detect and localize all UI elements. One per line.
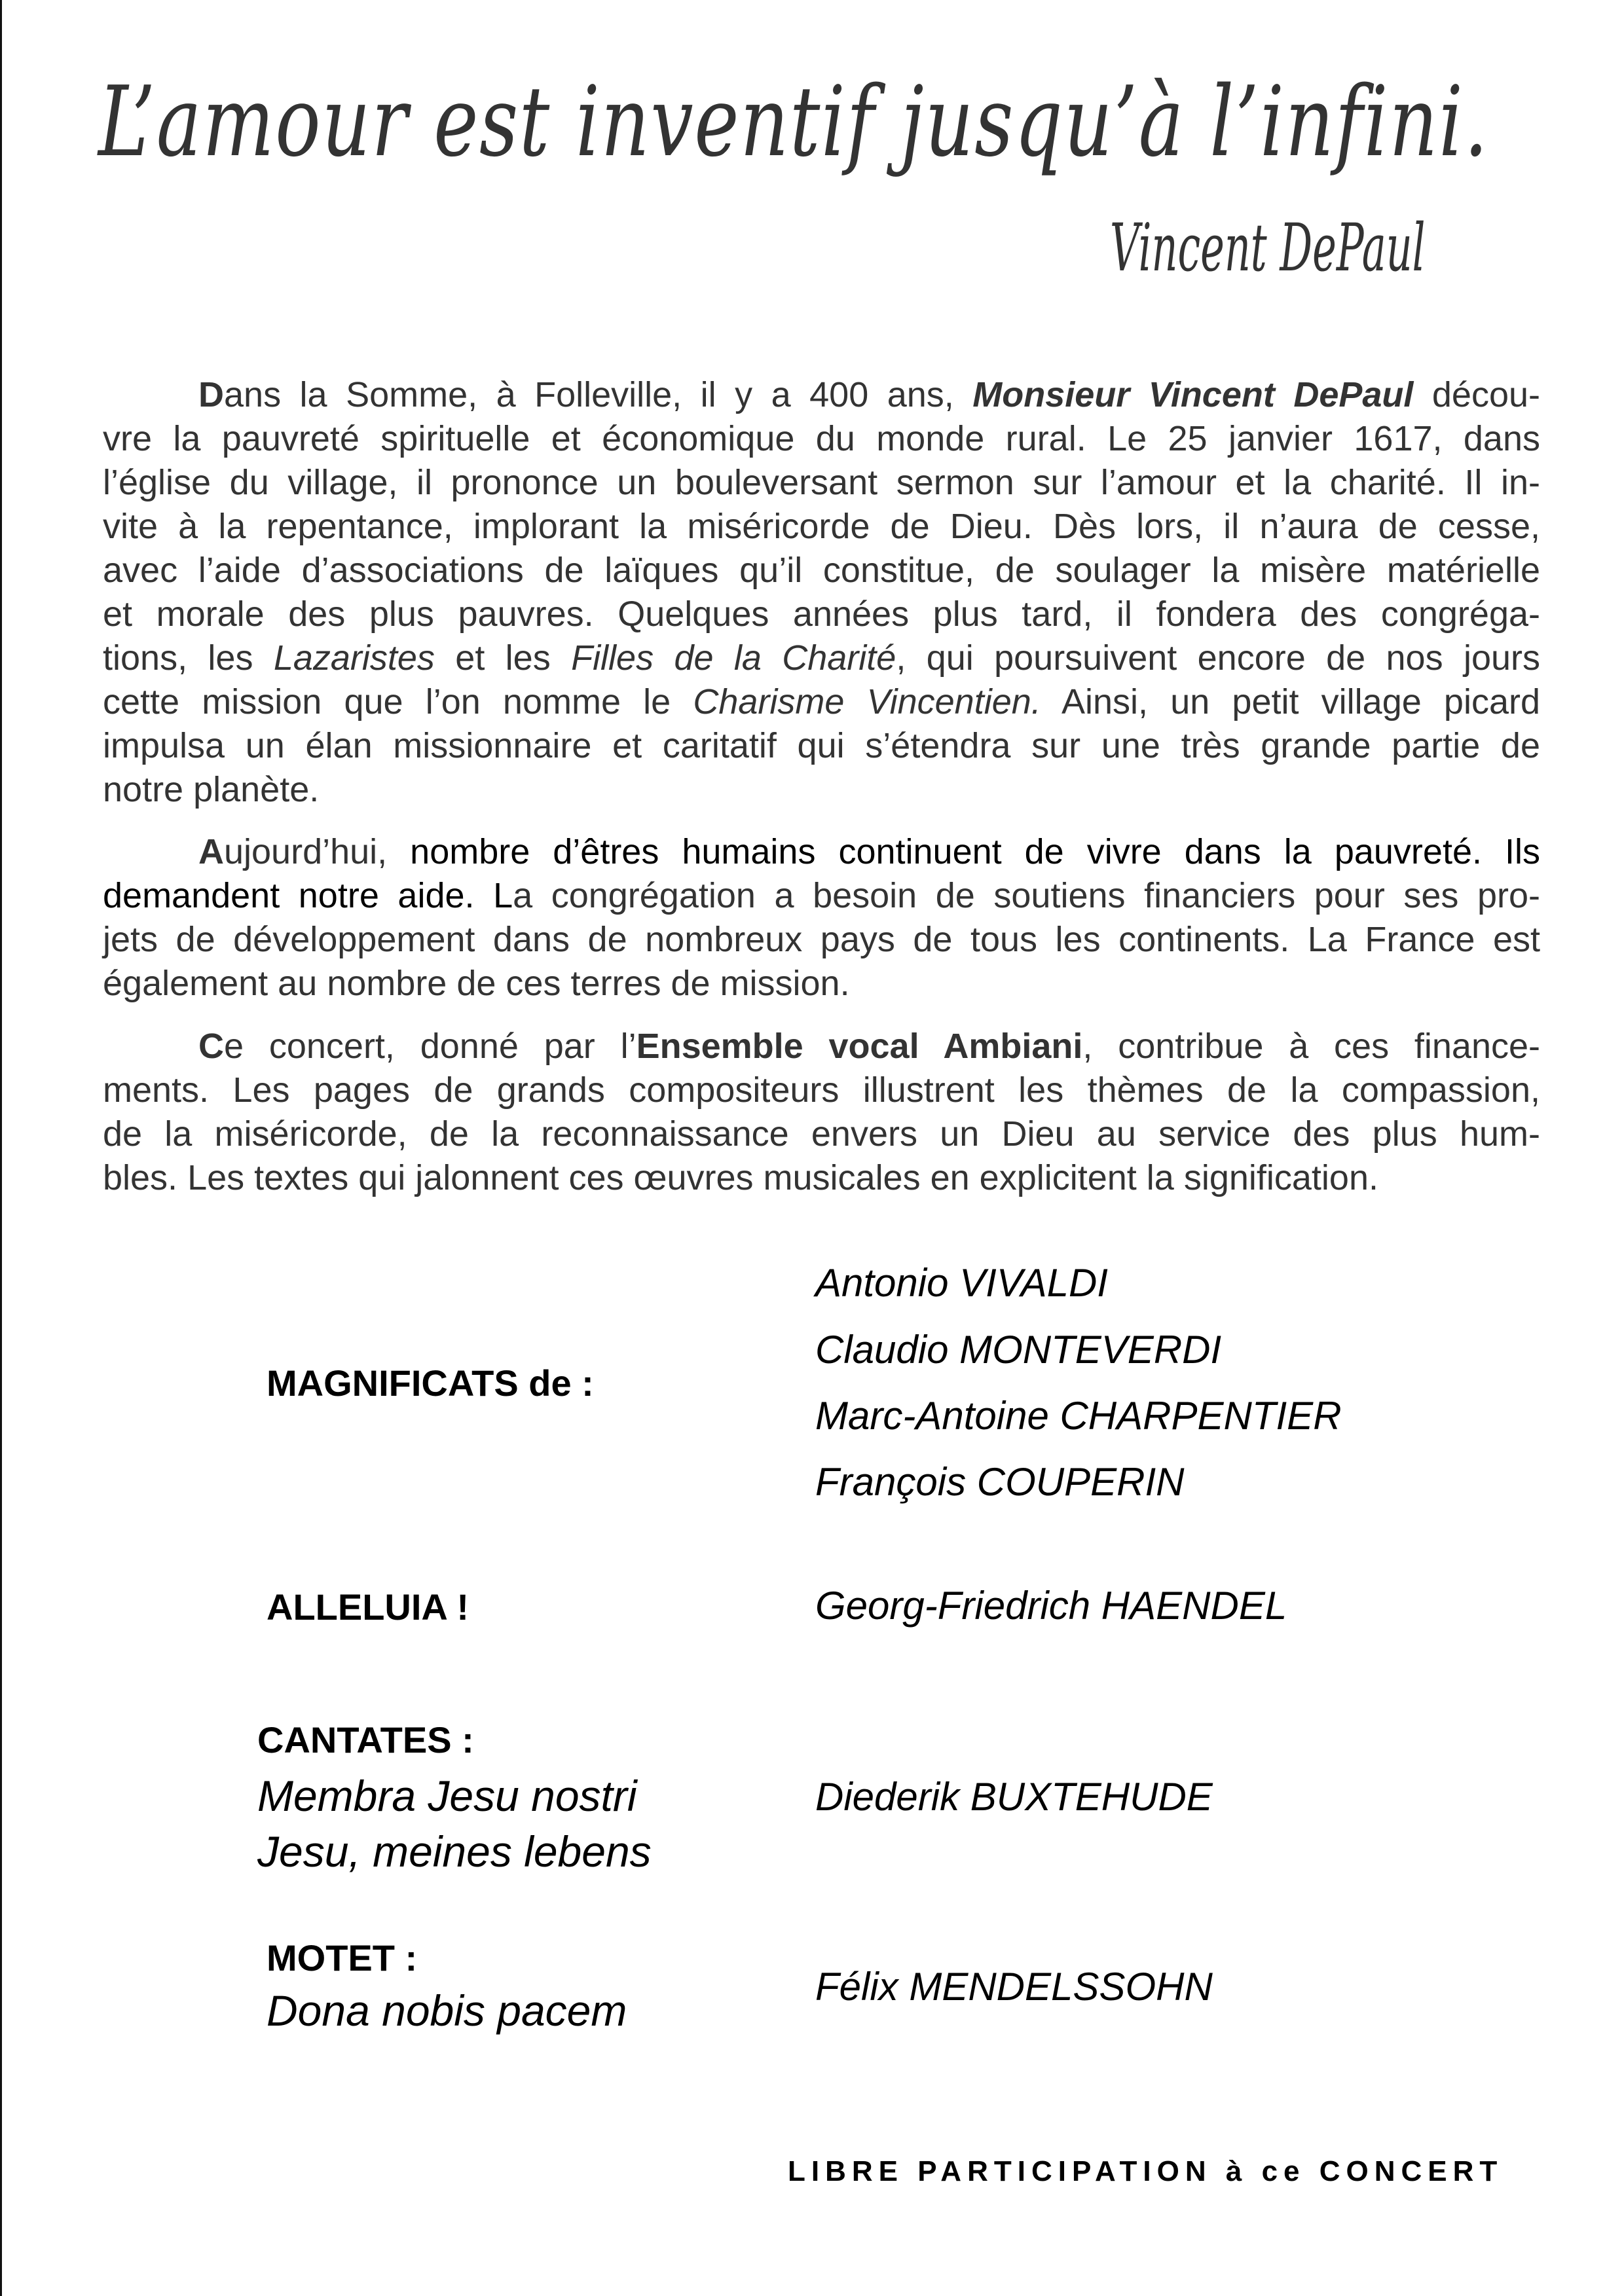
paragraph-line <box>103 768 1540 812</box>
paragraph-line <box>103 874 1540 918</box>
paragraph-line <box>103 373 1540 417</box>
text-segment: également au nombre de ces terres de mission. <box>103 964 850 1003</box>
composer-couperin: François COUPERIN <box>815 1460 1185 1504</box>
paragraph-line <box>103 417 1540 461</box>
paragraph-line <box>103 962 1540 1006</box>
motet-label: MOTET : <box>267 1937 418 1978</box>
text-segment: , qui poursuivent encore de nos jours <box>896 638 1540 678</box>
text-segment: de la miséricorde, de la reconnaissance envers un Dieu au service des plus hum- <box>103 1114 1540 1154</box>
text-segment: vite à la repentance, implorant la miséricorde de Dieu. Dès lors, il n’aura de cesse, <box>103 507 1540 546</box>
paragraph-line <box>103 636 1540 680</box>
text-segment: impulsa un élan missionnaire et caritatif qui s’étendra sur une très grande partie de <box>103 726 1540 765</box>
paragraph-line <box>103 1112 1540 1156</box>
paragraph-line <box>103 680 1540 724</box>
paragraph-line <box>103 830 1540 874</box>
composer-charpentier: Marc-Antoine CHARPENTIER <box>815 1394 1342 1438</box>
text-segment: avec l’aide d’associations de laïques qu’il constitue, de soulager la misère matérielle <box>103 551 1540 590</box>
work-dona-nobis-pacem: Dona nobis pacem <box>267 1986 627 2035</box>
composer-buxtehude: Diederik BUXTEHUDE <box>815 1775 1213 1819</box>
paragraph-1 <box>103 373 1540 812</box>
quote-author: Vincent DePaul <box>1110 210 1426 286</box>
magnificats-label: MAGNIFICATS de : <box>267 1362 594 1404</box>
text-segment: a congrégation a besoin de soutiens financiers pour ses pro- <box>513 876 1541 915</box>
text-segment: Filles de la Charité <box>571 638 896 678</box>
text-segment: e concert, donné par l’ <box>224 1027 637 1066</box>
cantates-label: CANTATES : <box>257 1719 474 1760</box>
composer-mendelssohn: Félix MENDELSSOHN <box>815 1965 1213 2009</box>
quote-title: L’amour est inventif jusqu’à l’infini. <box>98 65 1489 178</box>
paragraph-line <box>103 1068 1540 1112</box>
paragraph-line <box>103 724 1540 768</box>
text-segment: décou- <box>1413 375 1540 414</box>
text-segment: C <box>198 1027 224 1066</box>
text-segment: ments. Les pages de grands compositeurs illustrent les thèmes de la compassion, <box>103 1070 1540 1110</box>
composer-vivaldi: Antonio VIVALDI <box>815 1261 1108 1305</box>
text-segment: Ensemble vocal Ambiani <box>636 1027 1083 1066</box>
alleluia-label: ALLELUIA ! <box>267 1586 469 1628</box>
work-membra-jesu-nostri: Membra Jesu nostri <box>257 1772 637 1820</box>
text-segment: notre planète. <box>103 770 320 809</box>
text-segment: Charisme Vincentien. <box>693 682 1041 721</box>
text-segment: cette mission que l’on nomme le <box>103 682 693 721</box>
composer-haendel: Georg-Friedrich HAENDEL <box>815 1584 1287 1628</box>
paragraph-3 <box>103 1025 1540 1200</box>
text-segment: A <box>198 832 224 871</box>
text-segment: , contribue à ces finance- <box>1082 1027 1540 1066</box>
text-segment: et les <box>434 638 572 678</box>
page-edge-line <box>0 0 2 2296</box>
paragraph-line <box>103 1025 1540 1068</box>
text-segment: demandent notre aide. L <box>103 876 513 915</box>
text-segment: Monsieur Vincent DePaul <box>972 375 1414 414</box>
paragraph-line <box>103 549 1540 592</box>
paragraph-line <box>103 505 1540 549</box>
text-segment: Ainsi, un petit village picard <box>1041 682 1540 721</box>
text-segment: Lazaristes <box>273 638 435 678</box>
text-segment: D <box>198 375 224 414</box>
text-segment: jets de développement dans de nombreux pays de tous les continents. La France est <box>103 920 1540 959</box>
text-segment: ans la Somme, à Folleville, il y a 400 ans, <box>224 375 973 414</box>
text-segment: tions, les <box>103 638 274 678</box>
paragraph-line <box>103 918 1540 962</box>
footer-libre-participation: LIBRE PARTICIPATION à ce CONCERT <box>788 2155 1504 2187</box>
text-segment: bles. Les textes qui jalonnent ces œuvres musicales en explicitent la signification. <box>103 1158 1378 1197</box>
paragraph-line <box>103 592 1540 636</box>
text-segment: l’église du village, il prononce un bouleversant sermon sur l’amour et la charité. Il in- <box>103 463 1540 502</box>
paragraph-line <box>103 1156 1540 1200</box>
text-segment: et morale des plus pauvres. Quelques années plus tard, il fondera des congréga- <box>103 594 1540 634</box>
work-jesu-meines-lebens: Jesu, meines lebens <box>257 1827 652 1876</box>
paragraph-line <box>103 461 1540 505</box>
text-segment: nombre d’êtres humains continuent de vivre dans la pauvreté. Ils <box>410 832 1540 871</box>
text-segment: ujourd’hui, <box>224 832 411 871</box>
paragraph-2 <box>103 830 1540 1006</box>
text-segment: vre la pauvreté spirituelle et économique du monde rural. Le 25 janvier 1617, dans <box>103 419 1540 458</box>
composer-monteverdi: Claudio MONTEVERDI <box>815 1328 1222 1372</box>
